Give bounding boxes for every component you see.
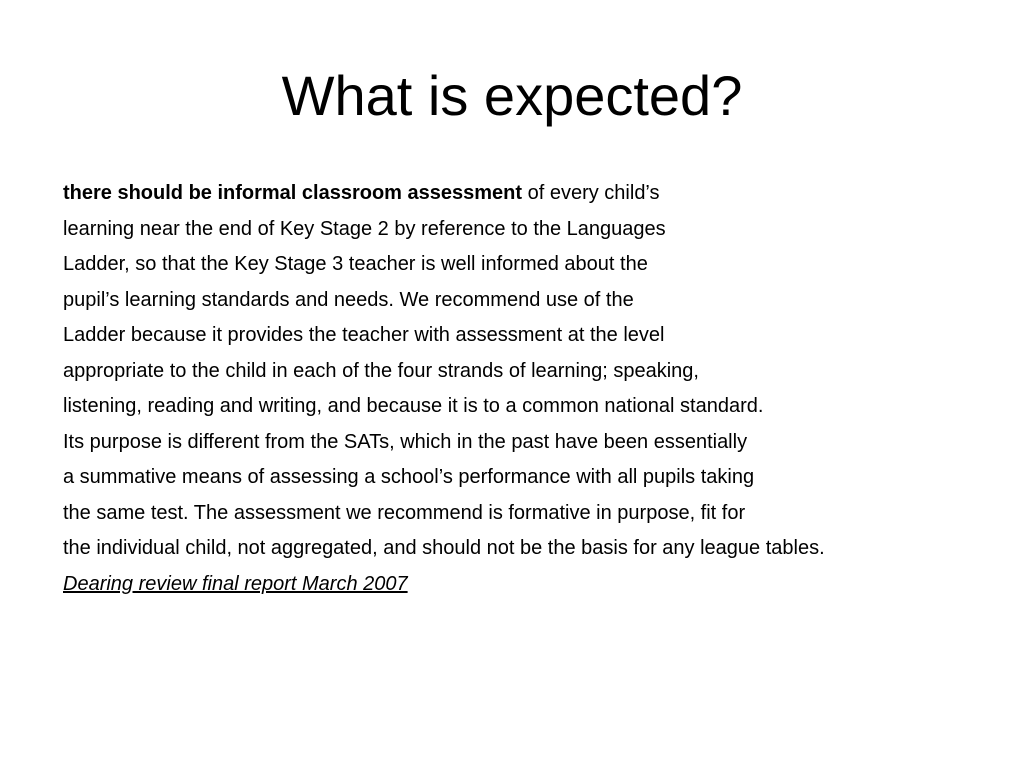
quote-body	[63, 176, 983, 602]
slide-title: What is expected?	[281, 64, 743, 127]
quote-line-6: appropriate to the child in each of the four strands of learning; speaking,	[63, 359, 699, 382]
quote-line-2: learning near the end of Key Stage 2 by reference to the Languages	[63, 217, 666, 240]
citation: Dearing review final report March 2007	[63, 572, 408, 595]
quote-line-4: pupil’s learning standards and needs. We recommend use of the	[63, 288, 634, 311]
quote-line-3: Ladder, so that the Key Stage 3 teacher is well informed about the	[63, 253, 648, 275]
quote-bold-lead: there should be informal classroom assessment	[63, 182, 523, 204]
quote-line-11: the individual child, not aggregated, and should not be the basis for any league tables.	[63, 537, 825, 559]
quote-lead-rest: of every child’s	[522, 182, 660, 204]
quote-line-9: a summative means of assessing a school’s performance with all pupils taking	[63, 466, 755, 488]
quote-line-7: listening, reading and writing, and because it is to a common national standard.	[63, 395, 764, 417]
quote-line-10: the same test. The assessment we recommend is formative in purpose, fit for	[63, 501, 746, 524]
quote-line-8: Its purpose is different from the SATs, which in the past have been essentially	[63, 430, 748, 453]
quote-line-5: Ladder because it provides the teacher with assessment at the level	[63, 324, 665, 346]
quote-line-1	[63, 176, 983, 212]
